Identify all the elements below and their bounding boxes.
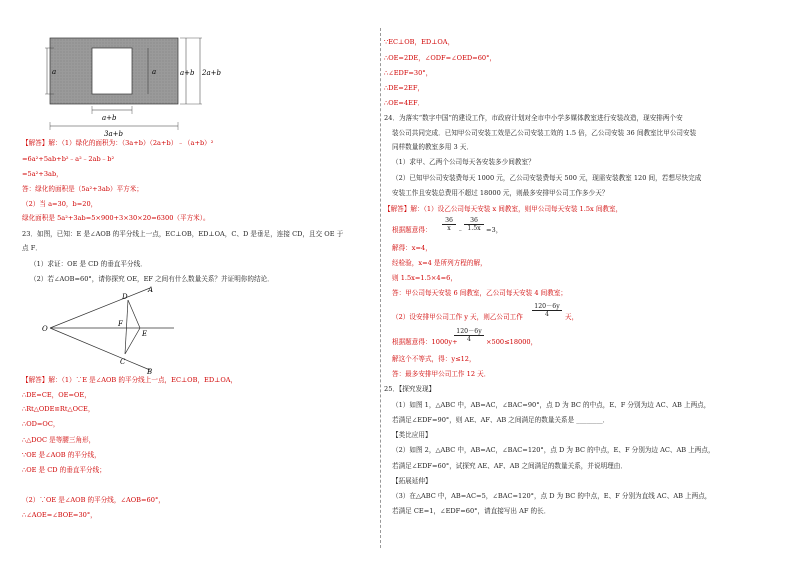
point-label-o: O <box>42 325 48 333</box>
q25-part-1-line-1: （1）如图 1，△ABC 中，AB=AC，∠BAC=90°，点 D 为 BC 的中点，E、F 分别为边 AC、AB 上两点， <box>392 401 711 409</box>
q25-section-extension: 【拓展延伸】 <box>392 477 432 485</box>
q25-part-2-line-1: （2）如图 2，△ABC 中，AB=AC，∠BAC=120°，点 D 为 BC 的中点，E、F 分别为边 AC、AB 上两点， <box>392 446 715 454</box>
q25-part-3-line-2: 若满足 CE=1，∠EDF=60°，请直接写出 AF 的长． <box>392 507 551 515</box>
q23-cont-line-5: ∴OE=4EF． <box>384 99 425 107</box>
q24-solution-line-6: 答：甲公司每天安装 6 间教室，乙公司每天安装 4 间教室； <box>392 289 568 297</box>
column-divider <box>380 28 381 548</box>
q24-solution-line-3: 解得：x=4， <box>392 244 432 252</box>
label-a-plus-b: a+b <box>180 69 195 77</box>
point-label-f: F <box>118 320 123 328</box>
q23-solution-line-8: （2）∵OE 是∠AOB 的平分线，∠AOB=60°， <box>22 496 165 504</box>
q25-section-analogy: 【类比应用】 <box>392 431 432 439</box>
q24-solution-line-7-prefix: （2）设安排甲公司工作 y 天，则乙公司工作 <box>392 313 523 321</box>
q24-solution-line-8-prefix: 根据题意得：1000y+ <box>392 338 458 346</box>
q23-sub-2: （2）若∠AOB=60°，请你探究 OE，EF 之间有什么数量关系？并证明你的结论． <box>30 275 274 283</box>
q24-solution-line-1: 【解答】解：（1）设乙公司每天安装 x 间教室，则甲公司每天安装 1.5x 间教室， <box>384 205 623 213</box>
q22-solution-line-6: 绿化面积是 5a²+3ab=5×900+3×30×20=6300（平方米）。 <box>22 214 210 222</box>
q25-title: 25．【探究发现】 <box>384 385 436 393</box>
q23-sub-1: （1）求证：OE 是 CD 的垂直平分线． <box>30 260 147 268</box>
fraction-1-denominator: x <box>447 225 451 232</box>
fraction-4-denominator: 4 <box>467 336 471 343</box>
q22-solution-line-5: （2）当 a=30，b=20， <box>22 200 98 208</box>
fraction-3-numerator: 120－6y <box>532 303 562 311</box>
q23-solution-line-5: ∴△DOC 是等腰三角形， <box>22 436 96 444</box>
point-label-c: C <box>120 358 126 366</box>
angle-bisector-figure <box>42 284 192 374</box>
inner-white-square <box>92 48 132 94</box>
q24-solution-line-8-suffix: ×500≤18000， <box>486 338 538 346</box>
label-outer-width: 3a+b <box>104 130 123 138</box>
q24-sub-1: （1）求甲、乙两个公司每天各安装多少间教室？ <box>392 158 535 166</box>
q23-solution-line-4: ∴OD=OC， <box>22 420 60 428</box>
q22-solution-line-1: 【解答】解：（1）绿化的面积为：（3a+b）（2a+b）﹣（a+b）² <box>22 139 214 147</box>
q22-solution-line-4: 答：绿化的面积是（5a²+3ab）平方米； <box>22 185 143 193</box>
q25-part-1-line-2: 若满足∠EDF=90°，则 AE、AF、AB 之间满足的数量关系是 ________． <box>392 416 610 424</box>
q24-stem-line-3: 同样数量的教室多用 3 天． <box>392 143 473 151</box>
q23-solution-line-2: ∴DE=CE，OE=OE， <box>22 391 91 399</box>
q22-solution-line-3: =5a²+3ab， <box>22 170 63 178</box>
label-a-left: a <box>52 68 57 76</box>
q25-part-3-line-1: （3）在△ABC 中，AB=AC=5，∠BAC=120°，点 D 为 BC 的中点，E、F 分别为直线 AC、AB 上两点， <box>392 492 712 500</box>
q24-fraction-4 <box>454 328 484 343</box>
label-inner-width: a+b <box>102 114 117 122</box>
q24-stem-line-2: 装公司共同完成．已知甲公司安装工效是乙公司安装工效的 1.5 倍，乙公司安装 36 间教室比甲公司安装 <box>392 129 697 137</box>
rectangle-figure <box>42 30 242 140</box>
q22-solution-line-2: =6a²+5ab+b²﹣a²﹣2ab﹣b² <box>22 155 115 163</box>
point-label-d: D <box>122 293 128 301</box>
q23-solution-line-9: ∴∠AOE=∠BOE=30°， <box>22 511 97 519</box>
q23-solution-line-6: ∵OE 是∠AOB 的平分线， <box>22 451 101 459</box>
q24-sub-2-line-1: （2）已知甲公司安装费每天 1000 元，乙公司安装费每天 500 元，现需安装教室 120 间，若想尽快完成 <box>392 174 702 182</box>
q25-part-2-line-2: 若满足∠EDF=60°，试探究 AE、AF、AB 之间满足的数量关系，并说明理由． <box>392 462 627 470</box>
q24-equation-prefix: 根据题意得： <box>392 226 432 234</box>
q24-solution-line-9: 解这个不等式，得：y≤12， <box>392 355 476 363</box>
point-label-b: B <box>147 368 153 374</box>
q23-cont-line-1: ∵EC⊥OB，ED⊥OA， <box>384 38 455 46</box>
fraction-4-numerator: 120－6y <box>454 328 484 336</box>
fraction-1-numerator: 36 <box>442 217 456 225</box>
q23-cont-line-4: ∴DE=2EF， <box>384 84 424 92</box>
label-a-right: a <box>152 68 157 76</box>
fraction-2-denominator: 1.5x <box>467 225 481 232</box>
q24-minus-sign: ﹣ <box>457 226 464 234</box>
q24-sub-2-line-2: 安装工作且安装总费用不超过 18000 元，则最多安排甲公司工作多少天？ <box>392 189 609 197</box>
point-label-e: E <box>142 330 148 338</box>
label-2a-plus-b: 2a+b <box>202 69 221 77</box>
q24-solution-line-4: 经检验，x=4 是所列方程的解， <box>392 259 487 267</box>
q24-solution-line-7-suffix: 天， <box>565 313 579 321</box>
q24-stem-line-1: 24．为落实“数字中国”的建设工作，市政府计划对全市中小学多媒体教室进行安装改造，现安排两个安 <box>384 114 683 122</box>
q23-solution-line-3: ∴Rt△ODE≌Rt△OCE， <box>22 405 95 413</box>
q23-stem-line-2: 点 F． <box>22 244 42 252</box>
q23-stem-line-1: 23．如图，已知：E 是∠AOB 的平分线上一点，EC⊥OB，ED⊥OA，C、D 是垂足，连接 CD，且交 OE 于 <box>22 230 344 238</box>
q24-solution-line-5: 则 1.5x=1.5×4=6， <box>392 274 457 282</box>
q24-fraction-1 <box>442 217 456 232</box>
q23-solution-line-1: 【解答】解：（1）∵E 是∠AOB 的平分线上一点，EC⊥OB，ED⊥OA， <box>22 376 238 384</box>
fraction-3-denominator: 4 <box>545 311 549 318</box>
q24-equation-suffix: =3， <box>486 226 503 234</box>
q24-fraction-2 <box>464 217 484 232</box>
q23-cont-line-3: ∴∠EDF=30°， <box>384 69 433 77</box>
q24-solution-line-10: 答：最多安排甲公司工作 12 天． <box>392 370 491 378</box>
q23-solution-line-7: ∴OE 是 CD 的垂直平分线； <box>22 466 106 474</box>
point-label-a: A <box>148 286 154 294</box>
q23-cont-line-2: ∴OE=2DE，∠ODF=∠OED=60°， <box>384 54 496 62</box>
q24-fraction-3 <box>532 303 562 318</box>
fraction-2-numerator: 36 <box>464 217 484 225</box>
